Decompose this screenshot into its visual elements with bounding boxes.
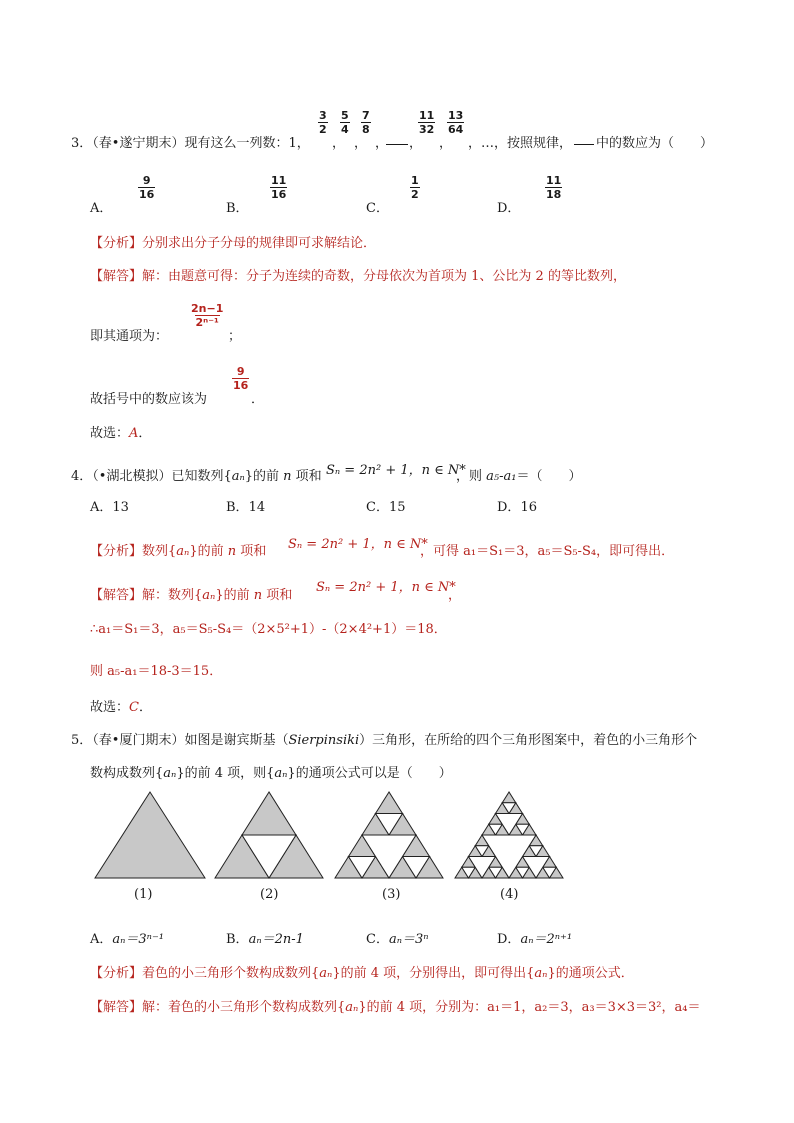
figure-label-4: (4) [500,887,519,902]
q5-option-d: D．aₙ＝2ⁿ⁺¹ [497,932,573,947]
q5-option-b: B．aₙ＝2n-1 [226,932,304,947]
q3-answer-line1: 【解答】解：由题意可得：分子为连续的奇数，分母依次为首项为 1、公比为 2 的等比数列， [90,269,626,284]
q4-answer-formula: Sₙ = 2n² + 1，n ∈ N* [316,580,456,595]
q5-answer: 【解答】解：着色的小三角形个数构成数列{aₙ}的前 4 项，分别为：a₁＝1，a₂＝3，a₃＝3×3＝3²，a₄＝ [90,1000,701,1015]
figure-label-1: (1) [134,887,153,902]
q3-option-c-value: $\frac{1}{2}$ [411,174,419,201]
q3-option-b-label: B． [226,201,249,216]
q3-stem-mid: ，…，按照规律， [468,136,573,151]
q5-stem-line2: 数构成数列{aₙ}的前 4 项，则{aₙ}的通项公式可以是（ ） [90,766,452,781]
q3-fraction-5: $\frac{13}{64}$ [448,109,464,136]
q3-fraction-2: $\frac{5}{4}$ [341,109,349,136]
q3-choice: 故选：A． [90,426,152,441]
q3-blank-1 [386,132,408,149]
q4-analysis-formula: Sₙ = 2n² + 1，n ∈ N* [288,537,428,552]
q5-option-c: C．aₙ＝3ⁿ [366,932,429,947]
figure-label-2: (2) [260,887,279,902]
q3-fraction-4: $\frac{11}{32}$ [419,109,435,136]
q4-option-a: A．13 [90,500,129,515]
q3-option-a-value: $\frac{9}{16}$ [139,174,155,201]
q3-option-c-label: C． [366,201,389,216]
sierpinski-stage-4 [455,792,563,878]
q3-fraction-1: $\frac{3}{2}$ [319,109,327,136]
q5-option-a: A．aₙ＝3ⁿ⁻¹ [90,932,165,947]
q3-bracket-value: $\frac{9}{16}$ [233,365,249,392]
q3-general-term-label: 即其通项为： [90,329,169,344]
q4-analysis-post: ，可得 a₁＝S₁＝3，a₅＝S₅-S₄，即可得出． [420,544,675,559]
q3-analysis: 【分析】分别求出分子分母的规律即可求解结论． [90,236,377,251]
sierpinski-stage-3 [335,792,443,878]
q5-analysis: 【分析】着色的小三角形个数构成数列{aₙ}的前 4 项，分别得出，即可得出{aₙ}的通项公式． [90,966,634,981]
sierpinski-stage-2 [215,792,323,878]
shaded-triangle [376,792,403,814]
q3-general-term-formula: $\frac{2n-1}{\text{2ⁿ⁻¹}}$ [191,302,224,329]
q4-analysis-pre: 【分析】数列{aₙ}的前 n 项和 [90,544,267,559]
q4-calc-line: ∴a₁＝S₁＝3，a₅＝S₅-S₄＝（2×5²+1）-（2×4²+1）＝18． [90,622,447,637]
q4-answer-pre: 【解答】解：数列{aₙ}的前 n 项和 [90,588,293,603]
shaded-triangle [502,792,516,803]
q4-stem: 4．（•湖北模拟）已知数列{aₙ}的前 n 项和 [71,469,322,484]
q3-option-a-label: A． [90,201,113,216]
q4-choice: 故选：C． [90,700,152,715]
q3-stem-post: 中的数应为（ ） [596,136,714,151]
q3-bracket-label: 故括号中的数应该为 [90,392,208,407]
q4-then-line: 则 a₅-a₁＝18-3＝15． [90,664,223,679]
q3-blank-2 [574,132,594,149]
q5-stem-line1: 5．（春•厦门期末）如图是谢宾斯基（Sierpinsiki）三角形，在所给的四个三角形图案中，着色的小三角形个 [71,733,698,748]
q4-stem-post: ，则 a₅-a₁＝（ ） [456,469,582,484]
q3-option-b-value: $\frac{11}{16}$ [271,174,287,201]
q3-option-d-value: $\frac{11}{18}$ [546,174,562,201]
q3-option-d-label: D． [497,201,521,216]
figure-label-3: (3) [382,887,401,902]
shaded-triangle [95,792,205,878]
q3-stem-pre: 3．（春•遂宁期末）现有这么一列数：1， [71,136,310,151]
sierpinski-stage-1 [95,792,205,878]
q4-sn-formula: Sₙ = 2n² + 1，n ∈ N* [326,463,466,478]
q3-fraction-3: $\frac{7}{8}$ [362,109,370,136]
q4-option-c: C．15 [366,500,406,515]
sierpinski-figure [0,784,794,879]
q4-option-b: B．14 [226,500,266,515]
shaded-triangle [242,792,296,835]
q4-option-d: D．16 [497,500,537,515]
